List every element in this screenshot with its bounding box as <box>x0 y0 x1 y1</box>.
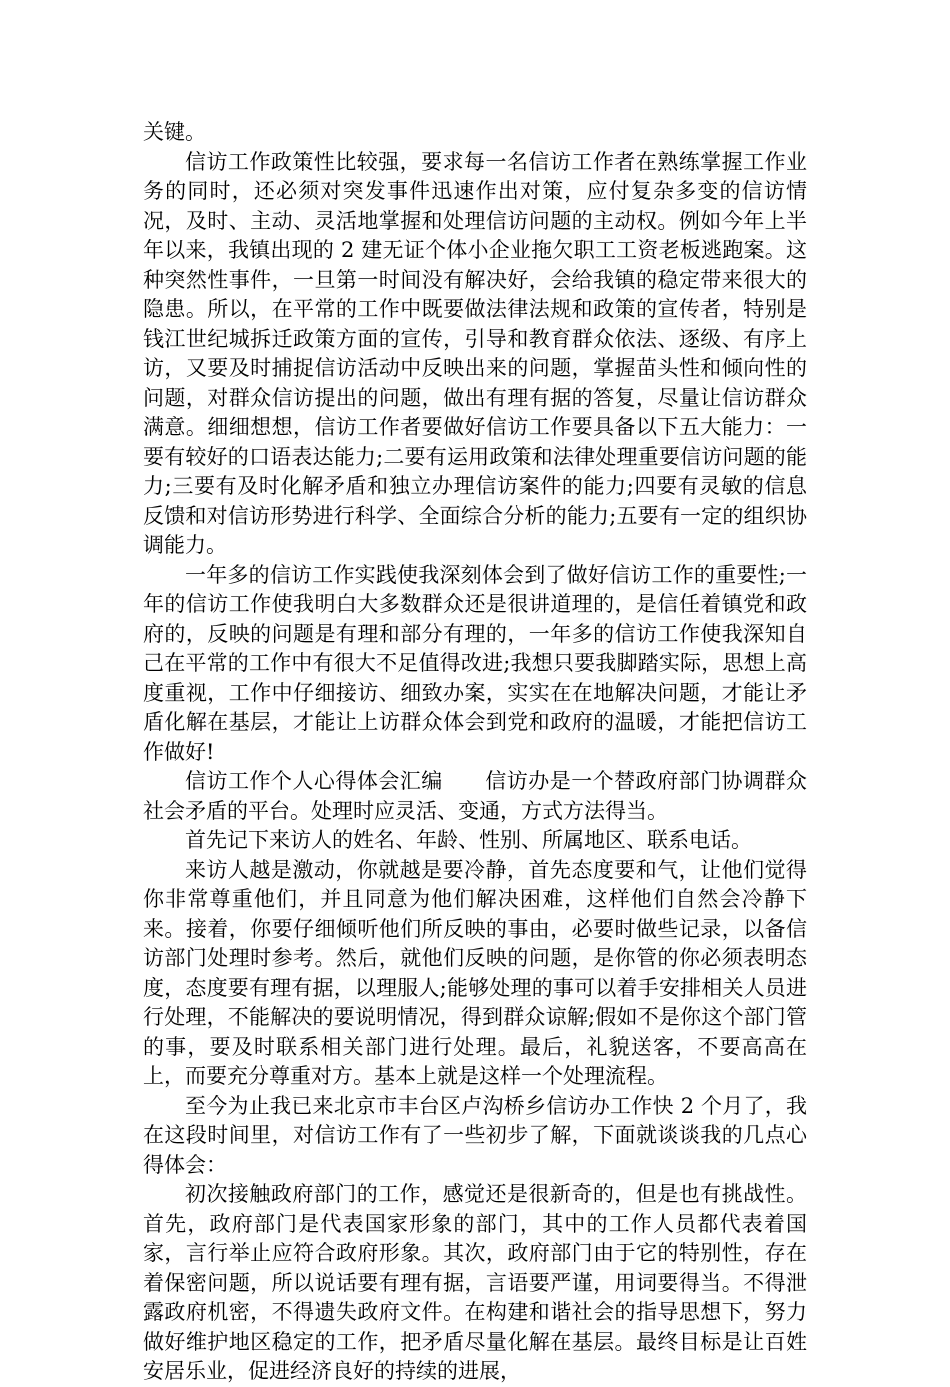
paragraph-4 <box>143 767 807 826</box>
document-body <box>143 118 807 1387</box>
paragraph-5: 首先记下来访人的姓名、年龄、性别、所属地区、联系电话。 <box>185 828 752 852</box>
paragraph-2: 信访工作政策性比较强，要求每一名信访工作者在熟练掌握工作业务的同时，还必须对突发事件迅速作出对策，应付复杂多变的信访情况，及时、主动、灵活地掌握和处理信访问题的主动权。例如今年上半年以来，我镇出现的 2 建无证个体小企业拖欠职工工资老板逃跑案。这种突然性事件，一旦第一时间没有解决好，会给我镇的稳定带来很大的隐患。所以，在平常的工作中既要做法律法规和政策的宣传者，特别是钱江世纪城拆迁政策方面的宣传，引导和教育群众依法、逐级、有序上访，又要及时捕捉信访活动中反映出来的问题，掌握苗头性和倾向性的问题，对群众信访提出的问题，做出有理有据的答复，尽量让信访群众满意。细细想想，信访工作者要做好信访工作要具备以下五大能力：一要有较好的口语表达能力;二要有运用政策和法律处理重要信访问题的能力;三要有及时化解矛盾和独立办理信访案件的能力;四要有灵敏的信息反馈和对信访形势进行科学、全面综合分析的能力;五要有一定的组织协调能力。 <box>143 149 807 557</box>
paragraph-8: 初次接触政府部门的工作，感觉还是很新奇的，但是也有挑战性。首先，政府部门是代表国家形象的部门，其中的工作人员都代表着国家，言行举止应符合政府形象。其次，政府部门由于它的特别性，存在着保密问题，所以说话要有理有据，言语要严谨，用词要得当。不得泄露政府机密，不得遗失政府文件。在构建和谐社会的指导思想下，努力做好维护地区稳定的工作，把矛盾尽量化解在基层。最终目标是让百姓安居乐业，促进经济良好的持续的进展， <box>143 1182 807 1383</box>
paragraph-3: 一年多的信访工作实践使我深刻体会到了做好信访工作的重要性;一年的信访工作使我明白大多数群众还是很讲道理的，是信任着镇党和政府的，反映的问题是有理和部分有理的，一年多的信访工作使我深知自己在平常的工作中有很大不足值得改进;我想只要我脚踏实际，思想上高度重视，工作中仔细接访、细致办案，实实在在地解决问题，才能让矛盾化解在基层，才能让上访群众体会到党和政府的温暖，才能把信访工作做好! <box>143 562 807 764</box>
paragraph-7: 至今为止我已来北京市丰台区卢沟桥乡信访办工作快 2 个月了，我在这段时间里，对信访工作有了一些初步了解，下面就谈谈我的几点心得体会： <box>143 1093 807 1177</box>
paragraph-1: 关键。 <box>143 120 206 144</box>
paragraph-4-text: 信访办是一个替政府部门协调群众社会矛盾的平台。处理时应灵活、变通，方式方法得当。 <box>143 769 808 823</box>
paragraph-6: 来访人越是激动，你就越是要冷静，首先态度要和气，让他们觉得你非常尊重他们，并且同意为他们解决困难，这样他们自然会冷静下来。接着，你要仔细倾听他们所反映的事由，必要时做些记录，以备信访部门处理时参考。然后，就他们反映的问题，是你管的你必须表明态度，态度要有理有据，以理服人;能够处理的事可以着手安排相关人员进行处理，不能解决的要说明情况，得到群众谅解;假如不是你这个部门管的事，要及时联系相关部门进行处理。最后，礼貌送客，不要高高在上，而要充分尊重对方。基本上就是这样一个处理流程。 <box>143 857 807 1088</box>
section-heading: 信访工作个人心得体会汇编 <box>185 769 443 793</box>
